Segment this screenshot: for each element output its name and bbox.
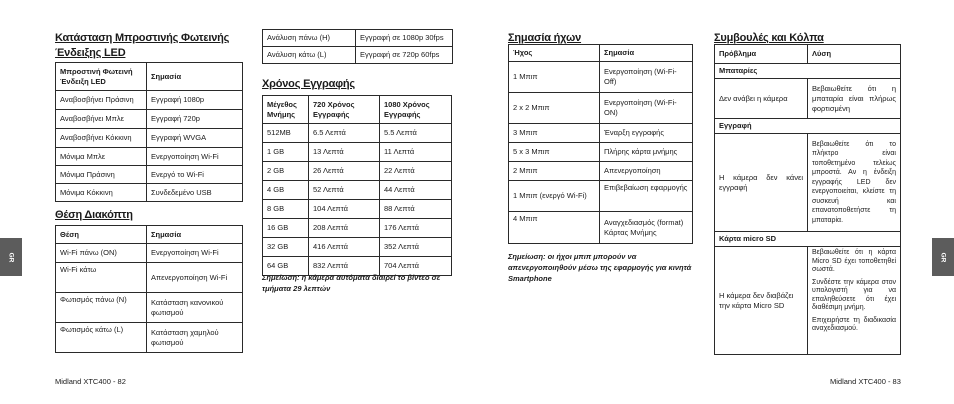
table-row bbox=[509, 212, 693, 244]
language-tab: GR bbox=[0, 238, 22, 276]
table-header: 720 Χρόνος Εγγραφής bbox=[309, 96, 380, 124]
table-cell: Απενεργοποίηση bbox=[600, 162, 693, 181]
table-cell: Η κάμερα δεν κάνει εγγραφή bbox=[715, 134, 808, 232]
table-cell: 64 GB bbox=[263, 257, 309, 276]
table-row bbox=[56, 263, 243, 293]
recording-time-title: Χρόνος Εγγραφής bbox=[262, 78, 355, 90]
section-header: Κάρτα micro SD bbox=[715, 232, 901, 247]
table-cell: 704 Λεπτά bbox=[380, 257, 452, 276]
table-row bbox=[715, 64, 901, 79]
table-cell: Πλήρης κάρτα μνήμης bbox=[600, 143, 693, 162]
table-header: 1080 Χρόνος Εγγραφής bbox=[380, 96, 452, 124]
table-cell: Ενεργό το Wi-Fi bbox=[147, 166, 243, 184]
table-cell: Μόνιμα Πράσινη bbox=[56, 166, 147, 184]
table-cell: Φωτισμός πάνω (N) bbox=[56, 293, 147, 323]
table-row bbox=[263, 143, 452, 162]
table-row bbox=[56, 184, 243, 202]
troubleshooting-title: Συμβουλές και Κόλπα bbox=[714, 32, 824, 44]
table-cell: 5 x 3 Μπιπ bbox=[509, 143, 600, 162]
page-footer: Midland XTC400 - 83 bbox=[830, 377, 901, 386]
table-row bbox=[56, 244, 243, 263]
table-cell: Αναβοσβήνει Μπλε bbox=[56, 110, 147, 129]
table-header: Πρόβλημα bbox=[715, 45, 808, 64]
table-cell: 13 Λεπτά bbox=[309, 143, 380, 162]
table-row bbox=[56, 91, 243, 110]
resolution-table bbox=[262, 29, 453, 64]
table-row bbox=[509, 62, 693, 93]
table-header: Σημασία bbox=[147, 226, 243, 244]
table-cell: 11 Λεπτά bbox=[380, 143, 452, 162]
table-row bbox=[715, 79, 901, 119]
table-cell: 16 GB bbox=[263, 219, 309, 238]
table-cell: Ενεργοποίηση Wi-Fi bbox=[147, 148, 243, 166]
table-cell: Επιβεβαίωση εφαρμογής bbox=[600, 181, 693, 212]
table-row bbox=[263, 219, 452, 238]
table-row bbox=[56, 293, 243, 323]
table-cell: Εγγραφή σε 1080p 30fps bbox=[356, 30, 453, 47]
table-cell: 512MB bbox=[263, 124, 309, 143]
recording-time-table bbox=[262, 95, 452, 276]
table-header: Ήχος bbox=[509, 45, 600, 62]
table-cell: 88 Λεπτά bbox=[380, 200, 452, 219]
table-cell: Κατάσταση χαμηλού φωτισμού bbox=[147, 323, 243, 353]
table-row bbox=[56, 148, 243, 166]
table-cell: 6.5 Λεπτά bbox=[309, 124, 380, 143]
table-cell: Μόνιμα Κόκκινη bbox=[56, 184, 147, 202]
table-row bbox=[56, 110, 243, 129]
table-cell: 52 Λεπτά bbox=[309, 181, 380, 200]
table-cell: 104 Λεπτά bbox=[309, 200, 380, 219]
table-cell: 176 Λεπτά bbox=[380, 219, 452, 238]
table-row bbox=[509, 124, 693, 143]
table-cell: Ενεργοποίηση (Wi-Fi- ON) bbox=[600, 93, 693, 124]
table-cell: Συνδεδεμένο USB bbox=[147, 184, 243, 202]
table-row bbox=[509, 162, 693, 181]
table-cell: 5.5 Λεπτά bbox=[380, 124, 452, 143]
table-cell: 32 GB bbox=[263, 238, 309, 257]
sound-meaning-title: Σημασία ήχων bbox=[508, 32, 582, 44]
table-cell: Ενεργοποίηση (Wi-Fi- Off) bbox=[600, 62, 693, 93]
table-header: Σημασία bbox=[600, 45, 693, 62]
page-footer: Midland XTC400 - 82 bbox=[55, 377, 126, 386]
table-row bbox=[263, 238, 452, 257]
table-row bbox=[715, 134, 901, 232]
solution-paragraph: Συνδέστε την κάμερα στον υπολογιστή για να επαληθεύσετε ότι έχει διαθέσιμη μνήμη. bbox=[812, 278, 896, 311]
table-row bbox=[715, 247, 901, 355]
table-row bbox=[263, 30, 453, 47]
table-cell: Αναγχεδιασμός (format) Κάρτας Μνήμης bbox=[600, 212, 693, 244]
table-cell: 8 GB bbox=[263, 200, 309, 219]
table-header: Μέγεθος Μνήμης bbox=[263, 96, 309, 124]
table-header: Σημασία bbox=[147, 63, 243, 91]
table-row bbox=[56, 323, 243, 353]
table-cell: 4 GB bbox=[263, 181, 309, 200]
table-cell: Φωτισμός κάτω (L) bbox=[56, 323, 147, 353]
table-row bbox=[263, 181, 452, 200]
table-cell: Μόνιμα Μπλε bbox=[56, 148, 147, 166]
table-header: Λύση bbox=[808, 45, 901, 64]
table-row bbox=[715, 119, 901, 134]
table-cell: 1 GB bbox=[263, 143, 309, 162]
table-cell: Wi-Fi πάνω (ON) bbox=[56, 244, 147, 263]
led-status-title: Κατάσταση Μπροστινής Φωτεινής Ένδειξης LED bbox=[55, 32, 230, 59]
table-cell: 1 Μπιπ bbox=[509, 62, 600, 93]
table-cell: Ενεργοποίηση Wi-Fi bbox=[147, 244, 243, 263]
table-cell: Βεβαιωθείτε ότι το πλήκτρο είναι τοποθετημένο τελείως μπροστά. Αν η ένδειξη εγγραφής LED δεν ενεργοποιείται, κλείστε τη συσκευή και επανατοποθετήστε τη μπαταρία. bbox=[808, 134, 901, 232]
table-cell: 352 Λεπτά bbox=[380, 238, 452, 257]
table-row bbox=[56, 166, 243, 184]
table-cell: Έναρξη εγγραφής bbox=[600, 124, 693, 143]
table-header: Μπροστινή Φωτεινή Ένδειξη LED bbox=[56, 63, 147, 91]
table-cell: Αναβοσβήνει Κόκκινη bbox=[56, 129, 147, 148]
table-row bbox=[56, 129, 243, 148]
table-cell: 3 Μπιπ bbox=[509, 124, 600, 143]
table-cell: Αναβοσβήνει Πράσινη bbox=[56, 91, 147, 110]
table-cell: Ανάλυση πάνω (H) bbox=[263, 30, 356, 47]
table-cell: 44 Λεπτά bbox=[380, 181, 452, 200]
solution-paragraph: Επιχειρήστε τη διαδικασία αναχεδιασμού. bbox=[812, 316, 896, 332]
table-row bbox=[715, 232, 901, 247]
section-header: Μπαταρίες bbox=[715, 64, 901, 79]
table-row bbox=[263, 200, 452, 219]
table-cell: Εγγραφή 1080p bbox=[147, 91, 243, 110]
recording-time-note: Σημείωση: η κάμερα αυτόματα διαιρεί το βίντεο σε τμήματα 29 λεπτών bbox=[262, 273, 441, 293]
led-status-table bbox=[55, 62, 243, 202]
table-cell: 22 Λεπτά bbox=[380, 162, 452, 181]
language-tab: GR bbox=[932, 238, 954, 276]
table-cell: Εγγραφή 720p bbox=[147, 110, 243, 129]
table-cell: 1 Μπιπ (ενεργό Wi-Fi) bbox=[509, 181, 600, 212]
table-cell: 4 Μπιπ bbox=[509, 212, 600, 244]
sound-meaning-table bbox=[508, 44, 693, 244]
table-cell: 2 Μπιπ bbox=[509, 162, 600, 181]
section-header: Εγγραφή bbox=[715, 119, 901, 134]
table-cell: 832 Λεπτά bbox=[309, 257, 380, 276]
table-header: Θέση bbox=[56, 226, 147, 244]
table-row bbox=[509, 181, 693, 212]
table-cell: Εγγραφή WVGA bbox=[147, 129, 243, 148]
table-row bbox=[263, 162, 452, 181]
table-cell: 416 Λεπτά bbox=[309, 238, 380, 257]
table-cell: Η κάμερα δεν διαβάζει την κάρτα Micro SD bbox=[715, 247, 808, 355]
sound-meaning-note: Σημείωση: οι ήχοι μπιπ μπορούν να απενεργοποιηθούν μέσω της εφαρμογής για κινητά Smartphone bbox=[508, 252, 692, 283]
table-cell: 26 Λεπτά bbox=[309, 162, 380, 181]
table-row bbox=[263, 124, 452, 143]
table-row bbox=[509, 93, 693, 124]
table-cell: Εγγραφή σε 720p 60fps bbox=[356, 47, 453, 64]
table-cell: Wi-Fi κάτω bbox=[56, 263, 147, 293]
table-cell: 2 x 2 Μπιπ bbox=[509, 93, 600, 124]
table-cell: Δεν ανάβει η κάμερα bbox=[715, 79, 808, 119]
table-row bbox=[263, 47, 453, 64]
table-cell: Βεβαιωθείτε ότι η μπαταρία είναι πλήρως φορτισμένη bbox=[808, 79, 901, 119]
table-cell: Απενεργοποίηση Wi-Fi bbox=[147, 263, 243, 293]
troubleshooting-table bbox=[714, 44, 901, 355]
table-cell: Κατάσταση κανονικού φωτισμού bbox=[147, 293, 243, 323]
solution-paragraph: Βεβαιωθείτε ότι η κάρτα Micro SD έχει τοποθετηθεί σωστά. bbox=[812, 249, 896, 273]
switch-position-table bbox=[55, 225, 243, 353]
table-cell bbox=[808, 247, 901, 355]
switch-position-title: Θέση Διακόπτη bbox=[55, 209, 133, 221]
table-row bbox=[509, 143, 693, 162]
table-cell: 2 GB bbox=[263, 162, 309, 181]
table-cell: Ανάλυση κάτω (L) bbox=[263, 47, 356, 64]
table-cell: 208 Λεπτά bbox=[309, 219, 380, 238]
